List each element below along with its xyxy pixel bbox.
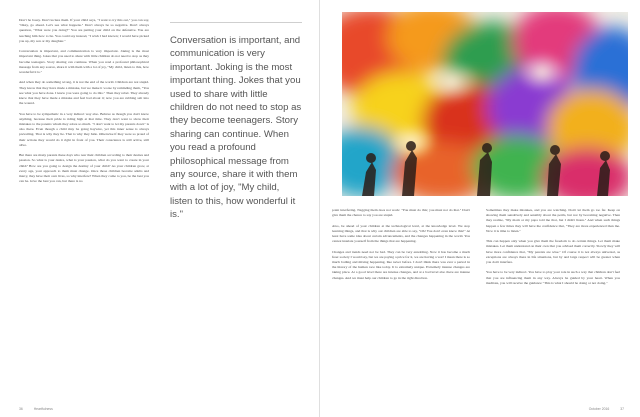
paragraph: You have to be sympathetic in a very indirect way also. Behave as though you don't know anything, because their pride is riding high at that time. They don't want to show their mistakes to the parents whom they adore so much. "I don't want to let my parents down" is also there. Even though a child may be going haywire, yet this inner sense is always prevailing. That is why they lie. That is why they hide. Otherwise if they were so proud of their actions they would do it right in front of you. Their conscience is still active, still alive.: [19, 111, 149, 147]
text-column-1: [19, 18, 149, 190]
page-number: 37: [620, 407, 624, 411]
footer-right: [589, 407, 624, 411]
page-number: 36: [19, 407, 23, 411]
text-column-4: [486, 208, 620, 291]
paragraph: Changes and trends need not be bad. They can be very ennobling. Now it has become a much freer society I would say, but we are paying a price for it, we are having a war! I mean there is so much boiling and mixing happening, like never before. I don't think there was ever a period in the history of the human race like today. It is extremely unique. Extremely intense changes are taking place. At a good level there are intense changes, and at a bad level also there are intense changes. And we must help our children to go in the right direction.: [332, 249, 470, 280]
pull-quote-rule: [170, 22, 302, 23]
right-page: [320, 0, 640, 417]
paragraph: Also, be ahead of your children at the technological level, at the knowledge level. We stop learning things, and that is why our children are able to say, "Oh! You don't even know this!" At least have some idea about certain advancements, and the changes happening in the world. You cannot insulate yourself from the things that are happening.: [332, 223, 470, 244]
holi-colour-powder-photo-graphic: [342, 12, 628, 196]
paragraph: And when they do something wrong, it is not the end of the world. Children are not stupid. They know that they have made a mistake, but we make it worse by reminding them, "You see what you have done. I knew you were going to do this." Then they rebel. They already know that they have made a mistake and feel bad about it; now you are rubbing salt into the wound.: [19, 80, 149, 106]
text-column-3: [332, 208, 470, 286]
paragraph: This can happen only when you give them the freedom to do certain things. Let them make mistakes. Let them understand on their own that you advised them correctly. Slowly they will have more confidence that, "My parents are wise." Of course it is not always universal, as exceptions are always there in life situations, but by and large respect will be greater when you don't interfere.: [486, 239, 620, 265]
pull-quote: Conversation is important, and communication is very important. Joking is the most important thing. Jokes that you used to share with little children do not need to stop as they become teenagers. Story sharing can continue. When you read a profound philosophical message from any source, share it with them with a lot of joy, "My child, listen to this, how wonderful it is.": [170, 35, 302, 221]
holi-colour-powder-photo: [342, 12, 628, 196]
paragraph: But there are many parents these days who rear their children according to their desires and passion. So what is your desire, what is your passion, what do you want to create in your child? How are you going to design the destiny of your child? As your children grow, at every age, your approach to them must change. Once those children become adults and marry, they have their own lives, so why interfere? When they come to you, be the best you can be. Give the best you can, but there is no: [19, 153, 149, 184]
issue-date: October 2016: [588, 407, 610, 411]
paragraph: Don't be bossy. Don't lecture them. If your child says, "I want to try this out," you can say, "Okay, go ahead. Let's see what happens." Don't always be so negative. Don't always question, "What were you doing?" You are putting your child on the defensive. You are teaching him how to lie. You could say instead, "I wish I had known; I would have picked you up, my son or my daughter.": [19, 18, 149, 43]
footer-left: [19, 407, 53, 411]
magazine-name: Heartfulness: [33, 407, 53, 411]
paragraph: Conversation is important, and communication is very important. Joking is the most important thing. Jokes that you used to share with little children do not need to stop as they become teenagers. Story sharing can continue. When you read a profound philosophical message from any source, share it with them with a lot of joy, "My child, listen to this, how wonderful it is.": [19, 49, 149, 75]
paragraph: You have to be very indirect. You have to play your role in such a way that children don't feel that you are influencing them in any way. Always be guided by your heart. When you meditate, you will receive the guidance "This is what I should be doing or not doing.": [486, 270, 620, 285]
paragraph: point interfering. Nagging them does not work: "You must do this; you must not do that." Don't give them the chance to say you are stupid.: [332, 208, 470, 218]
paragraph: Sometimes they make mistakes, and you are watching. Don't let them go too far. Keep on showing them sensitively and sensibly about the perils, but not by becoming negative. Then they realize, "My mom or my papa told me that, but I didn't listen." And when such things happen a few times they will have the confidence that, "They are more experienced than me. Now it is time to listen.": [486, 208, 620, 233]
